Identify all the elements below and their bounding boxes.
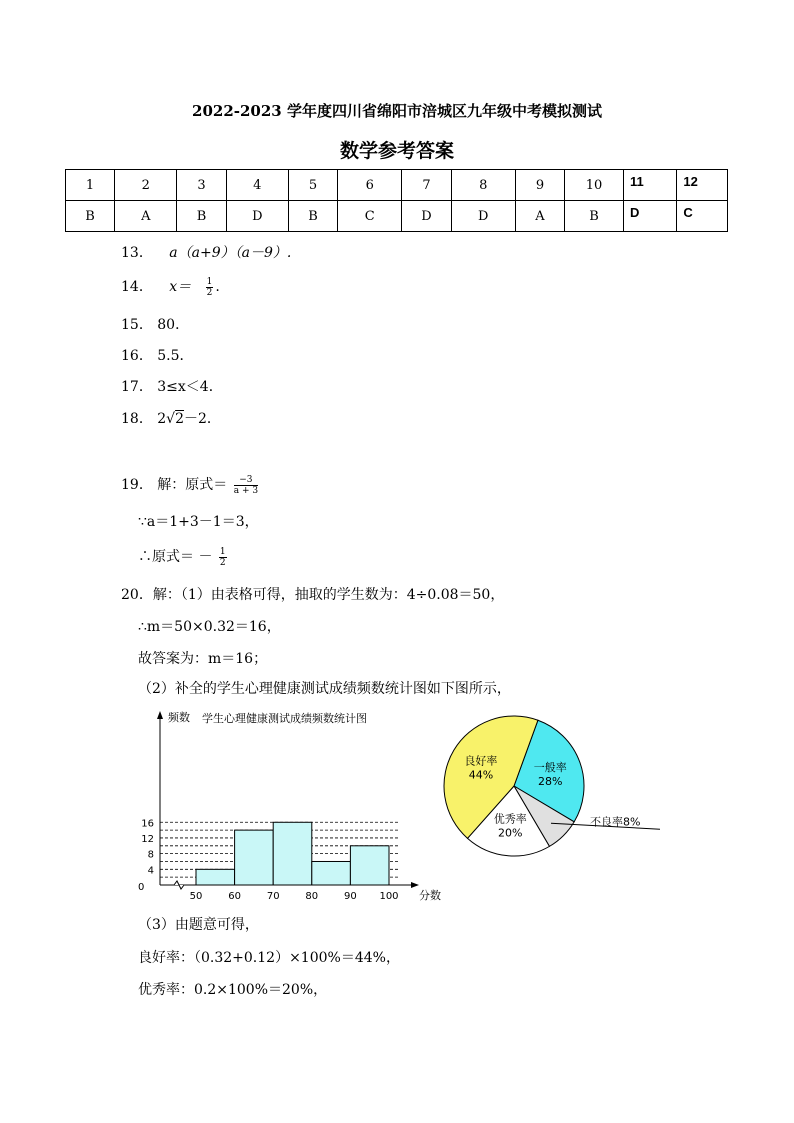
answer-16: 16． 5.5． — [121, 348, 194, 364]
answer-14: 14． x＝ $\frac{1}{2}$ . — [121, 276, 220, 298]
answer-cell: B — [289, 201, 338, 232]
question-number-cell: 8 — [451, 170, 515, 201]
answer-19-line2: ∵a＝1+3－1＝3， — [138, 514, 259, 530]
histogram-bar — [273, 822, 312, 885]
origin-label: 0 — [138, 882, 145, 893]
question-number-cell: 4 — [226, 170, 288, 201]
pie-slice-percent: 20% — [498, 826, 523, 840]
y-tick-label: 4 — [147, 865, 154, 877]
y-axis-arrow — [157, 711, 163, 719]
answer-17: 17． 3≤x＜4． — [121, 379, 223, 395]
x-tick-label: 80 — [305, 891, 319, 902]
answer-19-line1: 19． 解：原式＝ $\frac{-3}{a + 3}$ — [121, 474, 259, 496]
axis-break-mark — [174, 881, 184, 889]
answer-cell: C — [677, 201, 728, 232]
question-number-cell: 1 — [66, 170, 115, 201]
x-tick-label: 50 — [189, 891, 203, 902]
y-tick-label: 12 — [141, 833, 154, 845]
answer-cell: D — [451, 201, 515, 232]
exam-title: 2022-2023 学年度四川省绵阳市涪城区九年级中考模拟测试 — [192, 102, 602, 120]
answer-cell: A — [515, 201, 564, 232]
x-axis-title: 分数 — [419, 889, 441, 902]
histogram-chart — [138, 705, 448, 905]
y-tick-label: 8 — [147, 849, 154, 861]
answer-19-line3: ∴原式＝ － $\frac{1}{2}$ — [138, 546, 226, 568]
answer-cell: C — [338, 201, 402, 232]
answer-20-line2: ∴m＝50×0.32＝16， — [138, 619, 281, 635]
answer-key-title: 数学参考答案 — [339, 140, 454, 162]
answer-15: 15． 80． — [121, 317, 190, 333]
pie-slice-label: 一般率 — [533, 761, 567, 775]
histogram-bar — [196, 869, 235, 885]
pie-slice-label: 优秀率 — [493, 812, 527, 826]
x-axis-arrow — [411, 882, 419, 888]
answer-20-line4: （2）补全的学生心理健康测试成绩频数统计图如下图所示， — [138, 681, 511, 697]
answer-20-line5: （3）由题意可得， — [138, 917, 259, 933]
y-axis-title: 频数 — [168, 711, 190, 724]
answer-cell: D — [226, 201, 288, 232]
question-number-cell: 7 — [402, 170, 451, 201]
pie-slice-label: 良好率 — [464, 754, 498, 768]
histogram-bar — [312, 861, 351, 885]
histogram-bar — [235, 830, 274, 885]
x-tick-label: 70 — [266, 891, 280, 902]
question-number-row — [66, 170, 728, 201]
answer-18: 18． 2√2－2． — [121, 411, 221, 427]
question-number-cell: 6 — [338, 170, 402, 201]
answer-cell: A — [115, 201, 177, 232]
answer-20-line1: 20．解：（1）由表格可得，抽取的学生数为：4÷0.08＝50， — [121, 587, 505, 603]
pie-slice-percent: 28% — [538, 775, 563, 789]
answer-row — [66, 201, 728, 232]
answer-20-line6: 良好率：（0.32+0.12）×100%＝44%， — [138, 950, 400, 966]
question-number-cell: 9 — [515, 170, 564, 201]
answer-cell: D — [623, 201, 676, 232]
question-number-cell: 12 — [677, 170, 728, 201]
pie-chart — [442, 712, 672, 860]
answer-table — [65, 169, 728, 232]
callout-label: 不良率8% — [590, 815, 641, 829]
question-number-cell: 10 — [565, 170, 624, 201]
question-number-cell: 11 — [623, 170, 676, 201]
question-number-cell: 3 — [177, 170, 226, 201]
y-tick-label: 16 — [141, 818, 154, 830]
answer-20-line3: 故答案为：m＝16； — [138, 651, 268, 667]
answer-20-line7: 优秀率：0.2×100%＝20%， — [138, 982, 328, 998]
histogram-bar — [350, 846, 389, 885]
x-tick-label: 100 — [379, 891, 399, 902]
answer-cell: B — [565, 201, 624, 232]
answer-cell: B — [177, 201, 226, 232]
chart-title: 学生心理健康测试成绩频数统计图 — [202, 712, 367, 725]
pie-slice-percent: 44% — [468, 768, 494, 782]
answer-cell: D — [402, 201, 451, 232]
question-number-cell: 2 — [115, 170, 177, 201]
question-number-cell: 5 — [289, 170, 338, 201]
answer-cell: B — [66, 201, 115, 232]
x-tick-label: 90 — [344, 891, 357, 902]
answer-13: 13． a（a+9）（a－9）. — [121, 245, 292, 261]
x-tick-label: 60 — [228, 891, 241, 902]
